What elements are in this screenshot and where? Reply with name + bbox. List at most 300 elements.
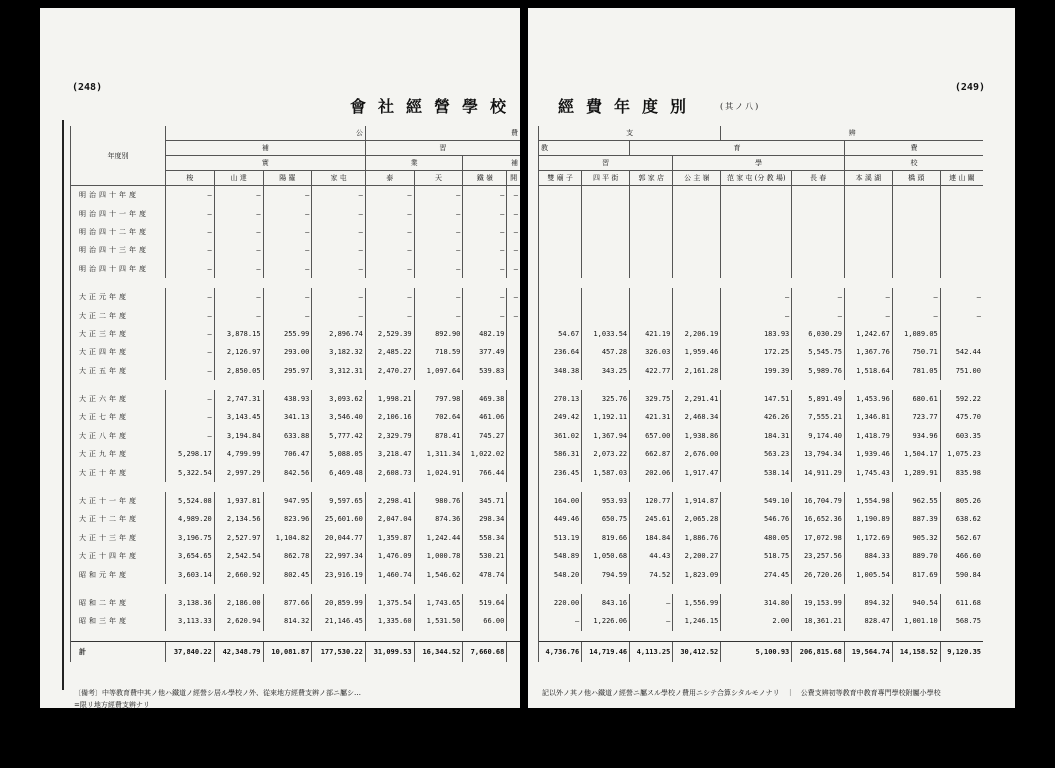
- value-cell: 2,608.73: [365, 463, 414, 481]
- value-cell: 14,911.29: [792, 463, 845, 481]
- value-cell: [507, 445, 520, 463]
- table-row: [539, 260, 984, 278]
- total-cell: 4,113.25: [630, 641, 673, 662]
- value-cell: —: [214, 241, 263, 259]
- value-cell: 603.35: [940, 427, 983, 445]
- total-row: [539, 641, 984, 662]
- header-jitsu: 實: [166, 156, 366, 171]
- value-cell: [582, 223, 630, 241]
- value-cell: 1,998.21: [365, 390, 414, 408]
- value-cell: [721, 204, 792, 222]
- left-data-table: [70, 126, 520, 662]
- total-cell: 10,081.87: [263, 641, 312, 662]
- value-cell: 172.25: [721, 343, 792, 361]
- value-cell: —: [792, 306, 845, 324]
- header-kyo: 教: [539, 141, 630, 156]
- gap-cell: [539, 482, 984, 492]
- gap-row: [539, 584, 984, 594]
- value-cell: [630, 288, 673, 306]
- value-cell: 3,878.15: [214, 325, 263, 343]
- year-cell: 大正十四年度: [71, 547, 166, 565]
- total-cell: 14,719.46: [582, 641, 630, 662]
- value-cell: 184.31: [721, 427, 792, 445]
- value-cell: 702.64: [414, 408, 463, 426]
- value-cell: [844, 204, 892, 222]
- header-public: 公: [166, 126, 366, 141]
- value-cell: —: [844, 306, 892, 324]
- value-cell: 862.78: [263, 547, 312, 565]
- value-cell: [582, 288, 630, 306]
- table-row: [539, 594, 984, 612]
- value-cell: 326.03: [630, 343, 673, 361]
- value-cell: —: [214, 306, 263, 324]
- value-cell: 426.26: [721, 408, 792, 426]
- value-cell: 940.54: [892, 594, 940, 612]
- value-cell: 3,182.32: [312, 343, 366, 361]
- value-cell: [673, 204, 721, 222]
- right-col-header: 連 山 關: [940, 171, 983, 186]
- value-cell: 2,470.27: [365, 362, 414, 380]
- value-cell: [539, 288, 582, 306]
- value-cell: 4,989.20: [166, 510, 215, 528]
- table-row: [539, 325, 984, 343]
- value-cell: 892.90: [414, 325, 463, 343]
- value-cell: 377.49: [463, 343, 507, 361]
- value-cell: 1,556.99: [673, 594, 721, 612]
- value-cell: 293.00: [263, 343, 312, 361]
- year-cell: 大正十一年度: [71, 492, 166, 510]
- value-cell: —: [507, 306, 520, 324]
- value-cell: —: [721, 288, 792, 306]
- value-cell: 1,001.10: [892, 612, 940, 630]
- right-col-header: 雙 廟 子: [539, 171, 582, 186]
- value-cell: —: [365, 223, 414, 241]
- gap-row: [539, 380, 984, 390]
- value-cell: —: [312, 204, 366, 222]
- value-cell: 842.56: [263, 463, 312, 481]
- value-cell: —: [892, 306, 940, 324]
- value-cell: 164.00: [539, 492, 582, 510]
- value-cell: [892, 260, 940, 278]
- subtitle-right: (其ノ八): [720, 102, 761, 111]
- table-row: [71, 529, 521, 547]
- value-cell: [630, 223, 673, 241]
- year-cell: 大正八年度: [71, 427, 166, 445]
- year-cell: 大正六年度: [71, 390, 166, 408]
- value-cell: 2,106.16: [365, 408, 414, 426]
- table-row: [71, 547, 521, 565]
- value-cell: [792, 260, 845, 278]
- left-col-header: 家 屯: [312, 171, 366, 186]
- value-cell: 1,367.76: [844, 343, 892, 361]
- year-cell: 明治四十二年度: [71, 223, 166, 241]
- value-cell: 184.84: [630, 529, 673, 547]
- value-cell: —: [365, 241, 414, 259]
- total-cell: 19,564.74: [844, 641, 892, 662]
- value-cell: 562.67: [940, 529, 983, 547]
- value-cell: [721, 186, 792, 205]
- right-col-header: 長 春: [792, 171, 845, 186]
- value-cell: 2,676.00: [673, 445, 721, 463]
- value-cell: —: [463, 186, 507, 205]
- value-cell: 1,246.15: [673, 612, 721, 630]
- value-cell: —: [414, 288, 463, 306]
- header-expense: 費: [365, 126, 520, 141]
- value-cell: 325.76: [582, 390, 630, 408]
- value-cell: 1,022.02: [463, 445, 507, 463]
- right-data-table: [538, 126, 983, 662]
- right-col-header: 本 溪 湖: [844, 171, 892, 186]
- total-cell: 177,530.22: [312, 641, 366, 662]
- left-col-header: 泰: [365, 171, 414, 186]
- gap-row: [539, 278, 984, 288]
- header-gaku: 學: [673, 156, 845, 171]
- value-cell: [940, 241, 983, 259]
- value-cell: [721, 241, 792, 259]
- value-cell: 345.71: [463, 492, 507, 510]
- value-cell: —: [365, 260, 414, 278]
- value-cell: [507, 594, 520, 612]
- value-cell: 1,886.76: [673, 529, 721, 547]
- value-cell: 1,554.98: [844, 492, 892, 510]
- value-cell: 5,777.42: [312, 427, 366, 445]
- value-cell: 2,997.29: [214, 463, 263, 481]
- value-cell: 1,375.54: [365, 594, 414, 612]
- value-cell: [721, 260, 792, 278]
- value-cell: 1,226.06: [582, 612, 630, 630]
- gap-row: [71, 584, 521, 594]
- value-cell: 2,073.22: [582, 445, 630, 463]
- year-cell: 昭和二年度: [71, 594, 166, 612]
- value-cell: 2,206.19: [673, 325, 721, 343]
- value-cell: [844, 260, 892, 278]
- year-cell: 明治四十三年度: [71, 241, 166, 259]
- table-row: [71, 241, 521, 259]
- value-cell: 1,024.91: [414, 463, 463, 481]
- value-cell: —: [214, 260, 263, 278]
- year-cell: 明治四十四年度: [71, 260, 166, 278]
- header-shu: 習: [539, 156, 673, 171]
- value-cell: —: [166, 325, 215, 343]
- header-ho: 補: [463, 156, 520, 171]
- value-cell: 817.69: [892, 565, 940, 583]
- value-cell: 1,192.11: [582, 408, 630, 426]
- value-cell: —: [166, 306, 215, 324]
- gap-row: [539, 482, 984, 492]
- value-cell: 638.62: [940, 510, 983, 528]
- value-cell: 438.93: [263, 390, 312, 408]
- table-row: [539, 492, 984, 510]
- table-row: [539, 547, 984, 565]
- value-cell: [507, 612, 520, 630]
- value-cell: 341.13: [263, 408, 312, 426]
- value-cell: 466.60: [940, 547, 983, 565]
- value-cell: [792, 241, 845, 259]
- table-row: [71, 463, 521, 481]
- value-cell: —: [312, 306, 366, 324]
- value-cell: —: [214, 204, 263, 222]
- value-cell: 270.13: [539, 390, 582, 408]
- table-row: [539, 408, 984, 426]
- value-cell: 1,939.46: [844, 445, 892, 463]
- table-row: [539, 427, 984, 445]
- value-cell: 22,997.34: [312, 547, 366, 565]
- value-cell: [940, 260, 983, 278]
- value-cell: [507, 529, 520, 547]
- value-cell: —: [166, 408, 215, 426]
- value-cell: —: [463, 204, 507, 222]
- value-cell: 183.93: [721, 325, 792, 343]
- value-cell: 329.75: [630, 390, 673, 408]
- value-cell: 1,242.44: [414, 529, 463, 547]
- gap-cell: [71, 584, 521, 594]
- year-header: 年度別: [71, 126, 166, 186]
- value-cell: 1,289.91: [892, 463, 940, 481]
- value-cell: [507, 463, 520, 481]
- table-row: [539, 288, 984, 306]
- table-row: [71, 260, 521, 278]
- value-cell: [673, 241, 721, 259]
- value-cell: —: [365, 306, 414, 324]
- value-cell: 236.45: [539, 463, 582, 481]
- value-cell: 568.75: [940, 612, 983, 630]
- value-cell: 548.89: [539, 547, 582, 565]
- value-cell: —: [263, 186, 312, 205]
- footnote-left: 〔備考〕中等教育費中其ノ他ハ鐵道ノ經營シ居ル學校ノ外、從來地方經費支辨ノ部ニ屬シ…: [74, 689, 361, 697]
- left-col-header: 山 達: [214, 171, 263, 186]
- page-number-left: (248): [72, 82, 103, 93]
- value-cell: —: [166, 343, 215, 361]
- total-cell: 7,660.68: [463, 641, 507, 662]
- value-cell: —: [463, 288, 507, 306]
- value-cell: 2,896.74: [312, 325, 366, 343]
- header-ko: 校: [844, 156, 983, 171]
- value-cell: —: [507, 288, 520, 306]
- value-cell: 513.19: [539, 529, 582, 547]
- value-cell: —: [214, 223, 263, 241]
- value-cell: 202.06: [630, 463, 673, 481]
- value-cell: 718.59: [414, 343, 463, 361]
- value-cell: 1,359.87: [365, 529, 414, 547]
- value-cell: —: [214, 186, 263, 205]
- value-cell: —: [312, 260, 366, 278]
- table-row: [71, 204, 521, 222]
- total-cell: 14,158.52: [892, 641, 940, 662]
- value-cell: —: [630, 612, 673, 630]
- value-cell: 74.52: [630, 565, 673, 583]
- value-cell: [582, 204, 630, 222]
- total-cell: 16,344.52: [414, 641, 463, 662]
- value-cell: —: [414, 306, 463, 324]
- value-cell: 9,597.65: [312, 492, 366, 510]
- value-cell: —: [539, 612, 582, 630]
- table-row: [71, 427, 521, 445]
- value-cell: 20,044.77: [312, 529, 366, 547]
- value-cell: [507, 565, 520, 583]
- value-cell: —: [844, 288, 892, 306]
- year-cell: 大正二年度: [71, 306, 166, 324]
- gap-cell: [539, 380, 984, 390]
- value-cell: 199.39: [721, 362, 792, 380]
- value-cell: [630, 306, 673, 324]
- value-cell: —: [365, 204, 414, 222]
- value-cell: 1,050.68: [582, 547, 630, 565]
- header-shi: 支: [539, 126, 721, 141]
- value-cell: [507, 427, 520, 445]
- value-cell: 1,367.94: [582, 427, 630, 445]
- value-cell: —: [463, 241, 507, 259]
- value-cell: 3,603.14: [166, 565, 215, 583]
- value-cell: 1,504.17: [892, 445, 940, 463]
- value-cell: [539, 260, 582, 278]
- table-row: [539, 186, 984, 205]
- value-cell: [940, 186, 983, 205]
- value-cell: 295.97: [263, 362, 312, 380]
- value-cell: [582, 260, 630, 278]
- value-cell: 1,938.86: [673, 427, 721, 445]
- value-cell: [539, 223, 582, 241]
- value-cell: —: [263, 260, 312, 278]
- page-number-right: (249): [954, 82, 985, 93]
- value-cell: 6,030.29: [792, 325, 845, 343]
- value-cell: 542.44: [940, 343, 983, 361]
- value-cell: —: [263, 223, 312, 241]
- value-cell: —: [365, 288, 414, 306]
- value-cell: 147.51: [721, 390, 792, 408]
- value-cell: [539, 204, 582, 222]
- value-cell: 2,186.00: [214, 594, 263, 612]
- value-cell: 558.34: [463, 529, 507, 547]
- right-col-header: 橋 頭: [892, 171, 940, 186]
- value-cell: 2,527.97: [214, 529, 263, 547]
- value-cell: 274.45: [721, 565, 792, 583]
- table-row: [71, 510, 521, 528]
- value-cell: 1,005.54: [844, 565, 892, 583]
- value-cell: 1,033.54: [582, 325, 630, 343]
- total-cell: 4,736.76: [539, 641, 582, 662]
- value-cell: —: [414, 204, 463, 222]
- value-cell: [940, 325, 983, 343]
- year-cell: 大正十年度: [71, 463, 166, 481]
- value-cell: 819.66: [582, 529, 630, 547]
- title-left: 會社經營學校: [350, 97, 519, 116]
- value-cell: 953.93: [582, 492, 630, 510]
- total-cell: 37,840.22: [166, 641, 215, 662]
- value-cell: 3,113.33: [166, 612, 215, 630]
- right-col-header: 四 平 街: [582, 171, 630, 186]
- value-cell: 1,917.47: [673, 463, 721, 481]
- value-cell: —: [166, 288, 215, 306]
- value-cell: [792, 223, 845, 241]
- gap-row: [71, 482, 521, 492]
- value-cell: 9,174.40: [792, 427, 845, 445]
- value-cell: [792, 186, 845, 205]
- value-cell: 889.70: [892, 547, 940, 565]
- value-cell: [539, 186, 582, 205]
- value-cell: 962.55: [892, 492, 940, 510]
- value-cell: 723.77: [892, 408, 940, 426]
- gap-row: [71, 278, 521, 288]
- value-cell: 877.66: [263, 594, 312, 612]
- value-cell: 245.61: [630, 510, 673, 528]
- value-cell: 1,546.62: [414, 565, 463, 583]
- value-cell: 19,153.99: [792, 594, 845, 612]
- value-cell: —: [940, 306, 983, 324]
- value-cell: 548.20: [539, 565, 582, 583]
- value-cell: 3,093.62: [312, 390, 366, 408]
- value-cell: 745.27: [463, 427, 507, 445]
- value-cell: 1,743.65: [414, 594, 463, 612]
- table-row: [539, 529, 984, 547]
- value-cell: 947.95: [263, 492, 312, 510]
- table-row: [539, 223, 984, 241]
- right-col-header: 公 主 嶺: [673, 171, 721, 186]
- table-row: [539, 204, 984, 222]
- value-cell: 2,620.94: [214, 612, 263, 630]
- value-cell: 4,799.99: [214, 445, 263, 463]
- value-cell: [507, 343, 520, 361]
- value-cell: 54.67: [539, 325, 582, 343]
- table-row: [539, 306, 984, 324]
- value-cell: [892, 186, 940, 205]
- value-cell: 220.00: [539, 594, 582, 612]
- value-cell: 1,745.43: [844, 463, 892, 481]
- value-cell: 650.75: [582, 510, 630, 528]
- value-cell: [507, 325, 520, 343]
- gap-cell: [539, 631, 984, 642]
- gap-cell: [71, 380, 521, 390]
- total-cell: 31,099.53: [365, 641, 414, 662]
- year-cell: 大正十二年度: [71, 510, 166, 528]
- value-cell: [507, 492, 520, 510]
- value-cell: 538.14: [721, 463, 792, 481]
- gap-cell: [71, 631, 521, 642]
- value-cell: 1,476.09: [365, 547, 414, 565]
- value-cell: 2,329.79: [365, 427, 414, 445]
- value-cell: 546.76: [721, 510, 792, 528]
- value-cell: 1,453.96: [844, 390, 892, 408]
- value-cell: 823.96: [263, 510, 312, 528]
- year-cell: 昭和三年度: [71, 612, 166, 630]
- value-cell: —: [263, 204, 312, 222]
- table-row: [71, 343, 521, 361]
- value-cell: 2,200.27: [673, 547, 721, 565]
- value-cell: 633.88: [263, 427, 312, 445]
- value-cell: —: [312, 288, 366, 306]
- value-cell: 590.84: [940, 565, 983, 583]
- value-cell: 706.47: [263, 445, 312, 463]
- value-cell: 6,469.48: [312, 463, 366, 481]
- value-cell: [721, 223, 792, 241]
- total-label: 計: [71, 641, 166, 662]
- table-row: [71, 594, 521, 612]
- value-cell: 16,704.79: [792, 492, 845, 510]
- value-cell: 18,361.21: [792, 612, 845, 630]
- value-cell: 5,088.05: [312, 445, 366, 463]
- value-cell: 66.00: [463, 612, 507, 630]
- value-cell: 592.22: [940, 390, 983, 408]
- value-cell: [673, 260, 721, 278]
- value-cell: 662.87: [630, 445, 673, 463]
- value-cell: 1,823.09: [673, 565, 721, 583]
- value-cell: —: [312, 186, 366, 205]
- value-cell: 1,104.82: [263, 529, 312, 547]
- value-cell: 236.64: [539, 343, 582, 361]
- value-cell: 2,468.34: [673, 408, 721, 426]
- title-right: 經費年度別: [558, 97, 699, 116]
- value-cell: 2,747.31: [214, 390, 263, 408]
- value-cell: 20,859.99: [312, 594, 366, 612]
